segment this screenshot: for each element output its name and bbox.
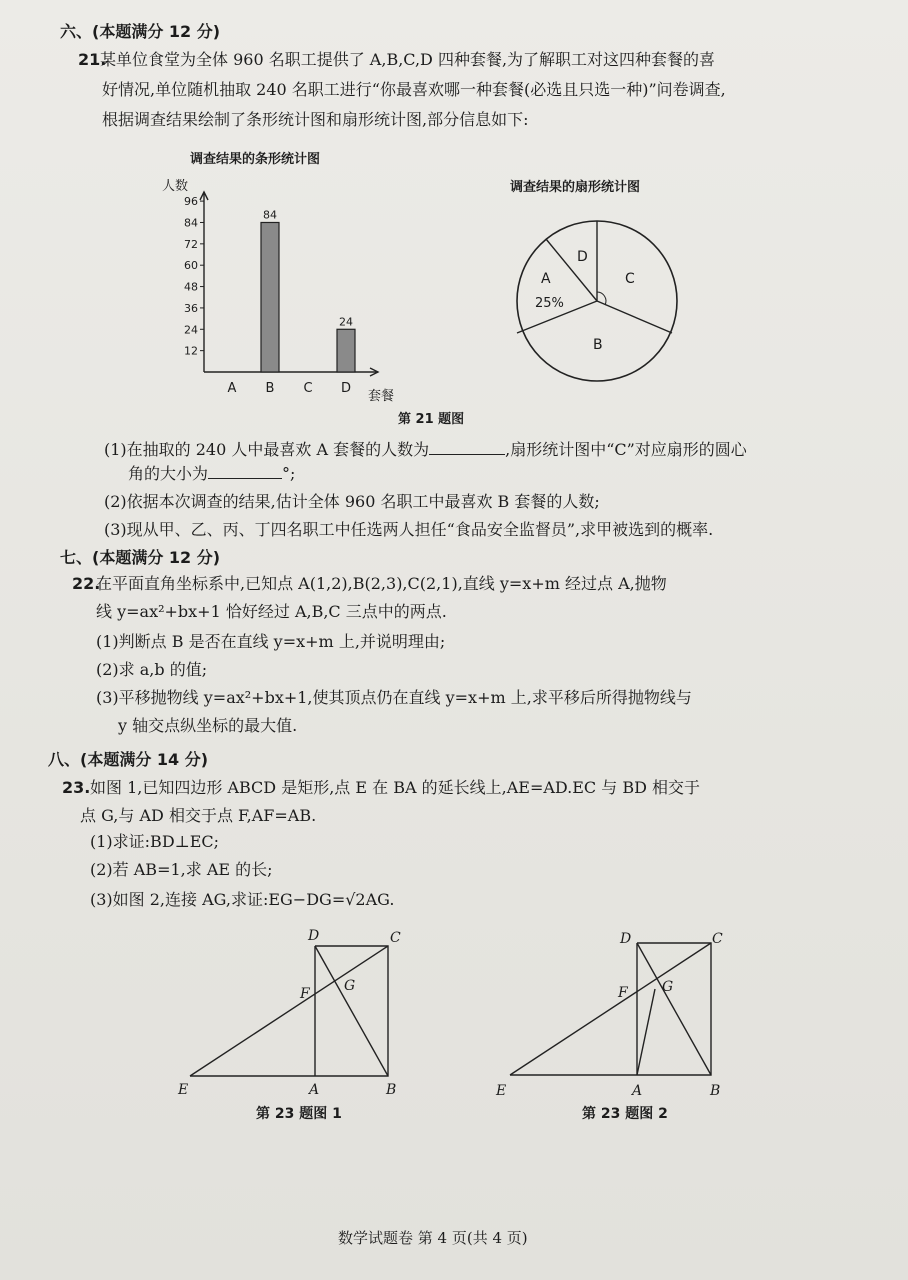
bar-category-label: D [340,381,352,396]
fig2-label-e: E [496,1083,507,1099]
q23-line2: 点 G,与 AD 相交于点 F,AF=AB. [80,806,317,825]
q22-number: 22. [72,574,101,593]
pie-label-b: B [593,337,603,353]
pie-divider-cb [597,301,672,333]
fig2-label-f: F [618,985,628,1001]
bar-data-label-D: 24 [339,315,353,329]
section8-header: 八、(本题满分 14 分) [48,750,209,769]
bar-category-label: A [227,381,237,396]
q21-line3: 根据调查结果绘制了条形统计图和扇形统计图,部分信息如下: [102,110,529,129]
q21-sub1-a [104,440,747,460]
q22-line2: 线 y=ax²+bx+1 恰好经过 A,B,C 三点中的两点. [96,602,447,621]
q22-line1: 在平面直角坐标系中,已知点 A(1,2),B(2,3),C(2,1),直线 y=x+m 经过点 A,抛物 [96,574,667,593]
pie-divider-ad [546,239,597,301]
answer-blank-2 [208,464,282,479]
section7-header: 七、(本题满分 12 分) [60,548,221,567]
q23-number: 23. [62,778,91,797]
q21-sub1-text-a: (1)在抽取的 240 人中最喜欢 A 套餐的人数为 [104,440,430,459]
fig2-label-a: A [632,1083,643,1099]
q21-sub1-text-c: 角的大小为 [128,464,209,483]
q23-sub3: (3)如图 2,连接 AG,求证:EG−DG=√2AG. [90,890,395,909]
q23-line1: 如图 1,已知四边形 ABCD 是矩形,点 E 在 BA 的延长线上,AE=AD.EC 与 BD 相交于 [90,778,701,797]
fig1-label-f: F [300,986,310,1002]
q23-fig1-caption: 第 23 题图 1 [256,1106,342,1122]
q21-number: 21. [78,50,107,69]
fig2-label-d: D [620,931,632,947]
bar-y-tick-label: 24 [184,323,198,337]
q21-sub3: (3)现从甲、乙、丙、丁四名职工中任选两人担任“食品安全监督员”,求甲被选到的概率. [104,520,714,539]
q21-sub2: (2)依据本次调查的结果,估计全体 960 名职工中最喜欢 B 套餐的人数; [104,492,600,511]
q22-sub3b: y 轴交点纵坐标的最大值. [118,716,298,735]
q21-figure-caption: 第 21 题图 [398,412,465,427]
bar-y-tick-label: 96 [184,195,198,209]
fig1-label-e: E [178,1082,189,1098]
pie-chart [505,215,690,390]
fig1-label-d: D [308,928,320,944]
q22-sub2: (2)求 a,b 的值; [96,660,208,679]
bar-chart [160,172,400,410]
fig2-segment-ag [637,989,655,1075]
q23-sub2: (2)若 AB=1,求 AE 的长; [90,860,273,879]
q23-sub1: (1)求证:BD⊥EC; [90,832,220,851]
bar-data-label-B: 84 [263,208,277,222]
bar-y-tick-label: 48 [184,280,198,294]
q22-sub1: (1)判断点 B 是否在直线 y=x+m 上,并说明理由; [96,632,446,651]
fig2-line-ec [510,943,711,1075]
bar-y-tick-label: 84 [184,216,198,230]
section6-header: 六、(本题满分 12 分) [60,22,221,41]
q23-figure-2 [490,925,730,1105]
bar-B [261,222,279,372]
bar-y-tick-label: 36 [184,301,198,315]
q22-sub3a: (3)平移抛物线 y=ax²+bx+1,使其顶点仍在直线 y=x+m 上,求平移后所得抛物线与 [96,688,692,707]
q21-sub1-text-d: °; [282,464,296,483]
fig1-diagonal-bd [315,946,388,1076]
bar-y-axis-label: 人数 [162,179,189,194]
bar-x-axis-label: 套餐 [368,389,395,404]
fig2-diagonal-bd [637,943,711,1075]
fig1-line-ec [190,946,388,1076]
q21-line1: 某单位食堂为全体 960 名职工提供了 A,B,C,D 四种套餐,为了解职工对这四种套餐的喜 [100,50,716,69]
q23-fig2-caption: 第 23 题图 2 [582,1106,668,1122]
page-footer: 数学试题卷 第 4 页(共 4 页) [338,1229,528,1247]
pie-label-c: C [625,271,635,287]
bar-category-label: B [265,381,275,396]
pie-label-d: D [577,249,588,265]
fig2-label-b: B [710,1083,721,1099]
q21-line2: 好情况,单位随机抽取 240 名职工进行“你最喜欢哪一种套餐(必选且只选一种)”问卷调查, [102,80,726,99]
q21-sub1-text-b: ,扇形统计图中“C”对应扇形的圆心 [505,440,747,459]
bar-y-tick-label: 12 [184,344,198,358]
fig1-label-a: A [309,1082,320,1098]
pie-label-a: A [541,271,551,287]
fig1-label-c: C [390,930,401,946]
answer-blank-1 [429,440,505,455]
q21-sub1-c [128,464,295,484]
bar-y-tick-label: 72 [184,237,198,251]
bar-y-tick-label: 60 [184,259,198,273]
fig1-label-g: G [344,978,356,994]
pie-label-a-percent: 25% [535,296,564,311]
bar-category-label: C [303,381,313,396]
pie-chart-title: 调查结果的扇形统计图 [510,180,641,195]
q23-figure-1 [170,920,410,1100]
fig1-label-b: B [386,1082,397,1098]
bar-chart-title: 调查结果的条形统计图 [190,152,321,167]
fig2-label-c: C [712,931,723,947]
bar-D [337,329,355,372]
fig2-label-g: G [662,979,674,995]
